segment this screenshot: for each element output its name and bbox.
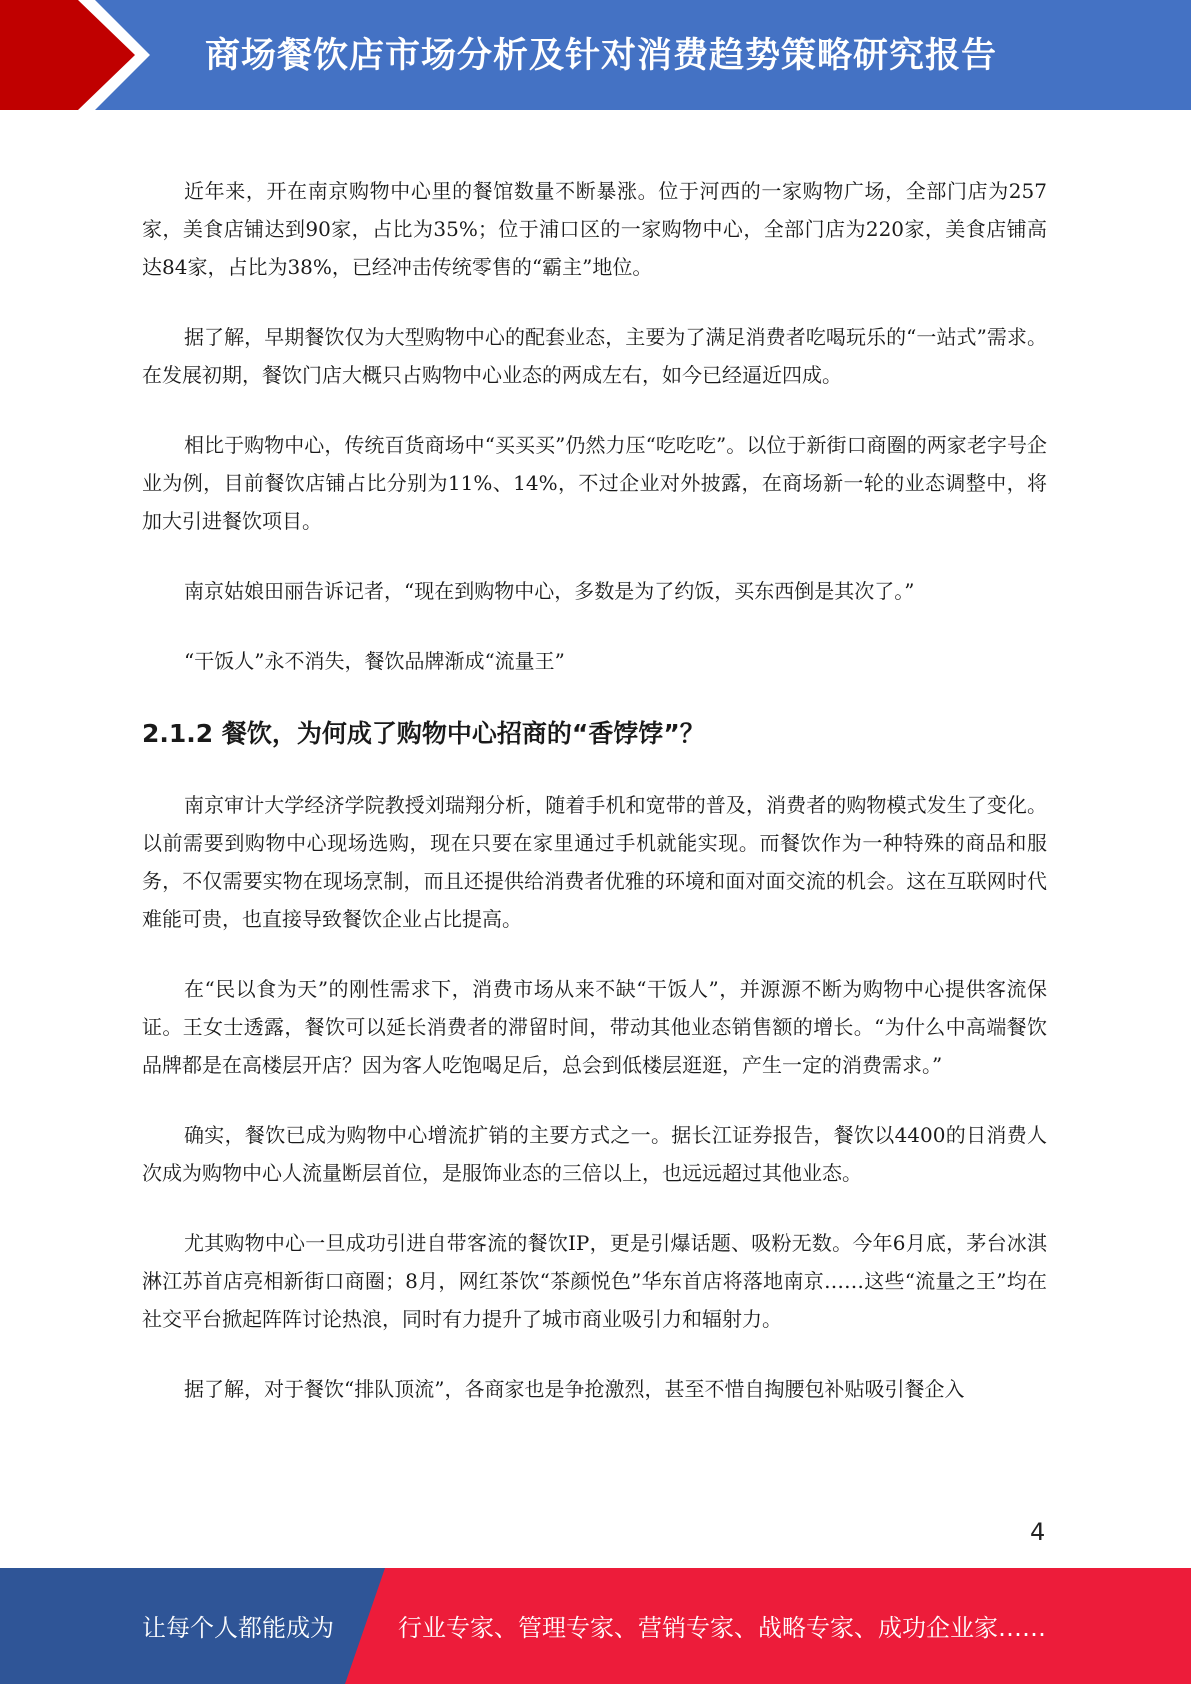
paragraph: 南京姑娘田丽告诉记者，“现在到购物中心，多数是为了约饭，买东西倒是其次了。” xyxy=(184,579,915,603)
header-chevron-icon xyxy=(0,0,135,110)
document-body xyxy=(142,172,1047,1440)
footer-slogan-right: 行业专家、管理专家、营销专家、战略专家、成功企业家…… xyxy=(398,1614,1046,1642)
paragraph: 近年来，开在南京购物中心里的餐馆数量不断暴涨。位于河西的一家购物广场，全部门店为257家，美食店铺达到90家，占比为35%；位于浦口区的一家购物中心，全部门店为220家，美食店铺高达84家，占比为38%，已经冲击传统零售的“霸主”地位。 xyxy=(142,179,1047,279)
paragraph: 据了解，对于餐饮“排队顶流”，各商家也是争抢激烈，甚至不惜自掏腰包补贴吸引餐企入 xyxy=(184,1377,965,1401)
paragraph: 据了解，早期餐饮仅为大型购物中心的配套业态，主要为了满足消费者吃喝玩乐的“一站式”需求。在发展初期，餐饮门店大概只占购物中心业态的两成左右，如今已经逼近四成。 xyxy=(142,325,1047,387)
page-footer xyxy=(0,1568,1191,1684)
report-title: 商场餐饮店市场分析及针对消费趋势策略研究报告 xyxy=(205,36,998,76)
paragraph: 在“民以食为天”的刚性需求下，消费市场从来不缺“干饭人”，并源源不断为购物中心提供客流保证。王女士透露，餐饮可以延长消费者的滞留时间，带动其他业态销售额的增长。“为什么中高端餐饮品牌都是在高楼层开店？因为客人吃饱喝足后，总会到低楼层逛逛，产生一定的消费需求。” xyxy=(142,977,1047,1077)
paragraph: 确实，餐饮已成为购物中心增流扩销的主要方式之一。据长江证券报告，餐饮以4400的日消费人次成为购物中心人流量断层首位，是服饰业态的三倍以上，也远远超过其他业态。 xyxy=(142,1123,1047,1185)
paragraph: 尤其购物中心一旦成功引进自带客流的餐饮IP，更是引爆话题、吸粉无数。今年6月底，茅台冰淇淋江苏首店亮相新街口商圈；8月，网红茶饮“茶颜悦色”华东首店将落地南京……这些“流量之王”均在社交平台掀起阵阵讨论热浪，同时有力提升了城市商业吸引力和辐射力。 xyxy=(142,1231,1047,1331)
paragraph: “干饭人”永不消失，餐饮品牌渐成“流量王” xyxy=(184,649,565,673)
section-heading: 2.1.2 餐饮，为何成了购物中心招商的“香饽饽”？ xyxy=(142,719,705,748)
paragraph: 相比于购物中心，传统百货商场中“买买买”仍然力压“吃吃吃”。以位于新街口商圈的两家老字号企业为例，目前餐饮店铺占比分别为11%、14%，不过企业对外披露，在商场新一轮的业态调整中，将加大引进餐饮项目。 xyxy=(142,433,1047,533)
page-header xyxy=(0,0,1191,110)
footer-slogan-left: 让每个人都能成为 xyxy=(142,1614,334,1642)
paragraph: 南京审计大学经济学院教授刘瑞翔分析，随着手机和宽带的普及，消费者的购物模式发生了变化。以前需要到购物中心现场选购，现在只要在家里通过手机就能实现。而餐饮作为一种特殊的商品和服务，不仅需要实物在现场烹制，而且还提供给消费者优雅的环境和面对面交流的机会。这在互联网时代难能可贵，也直接导致餐饮企业占比提高。 xyxy=(142,793,1047,931)
page-number: 4 xyxy=(1030,1518,1046,1546)
